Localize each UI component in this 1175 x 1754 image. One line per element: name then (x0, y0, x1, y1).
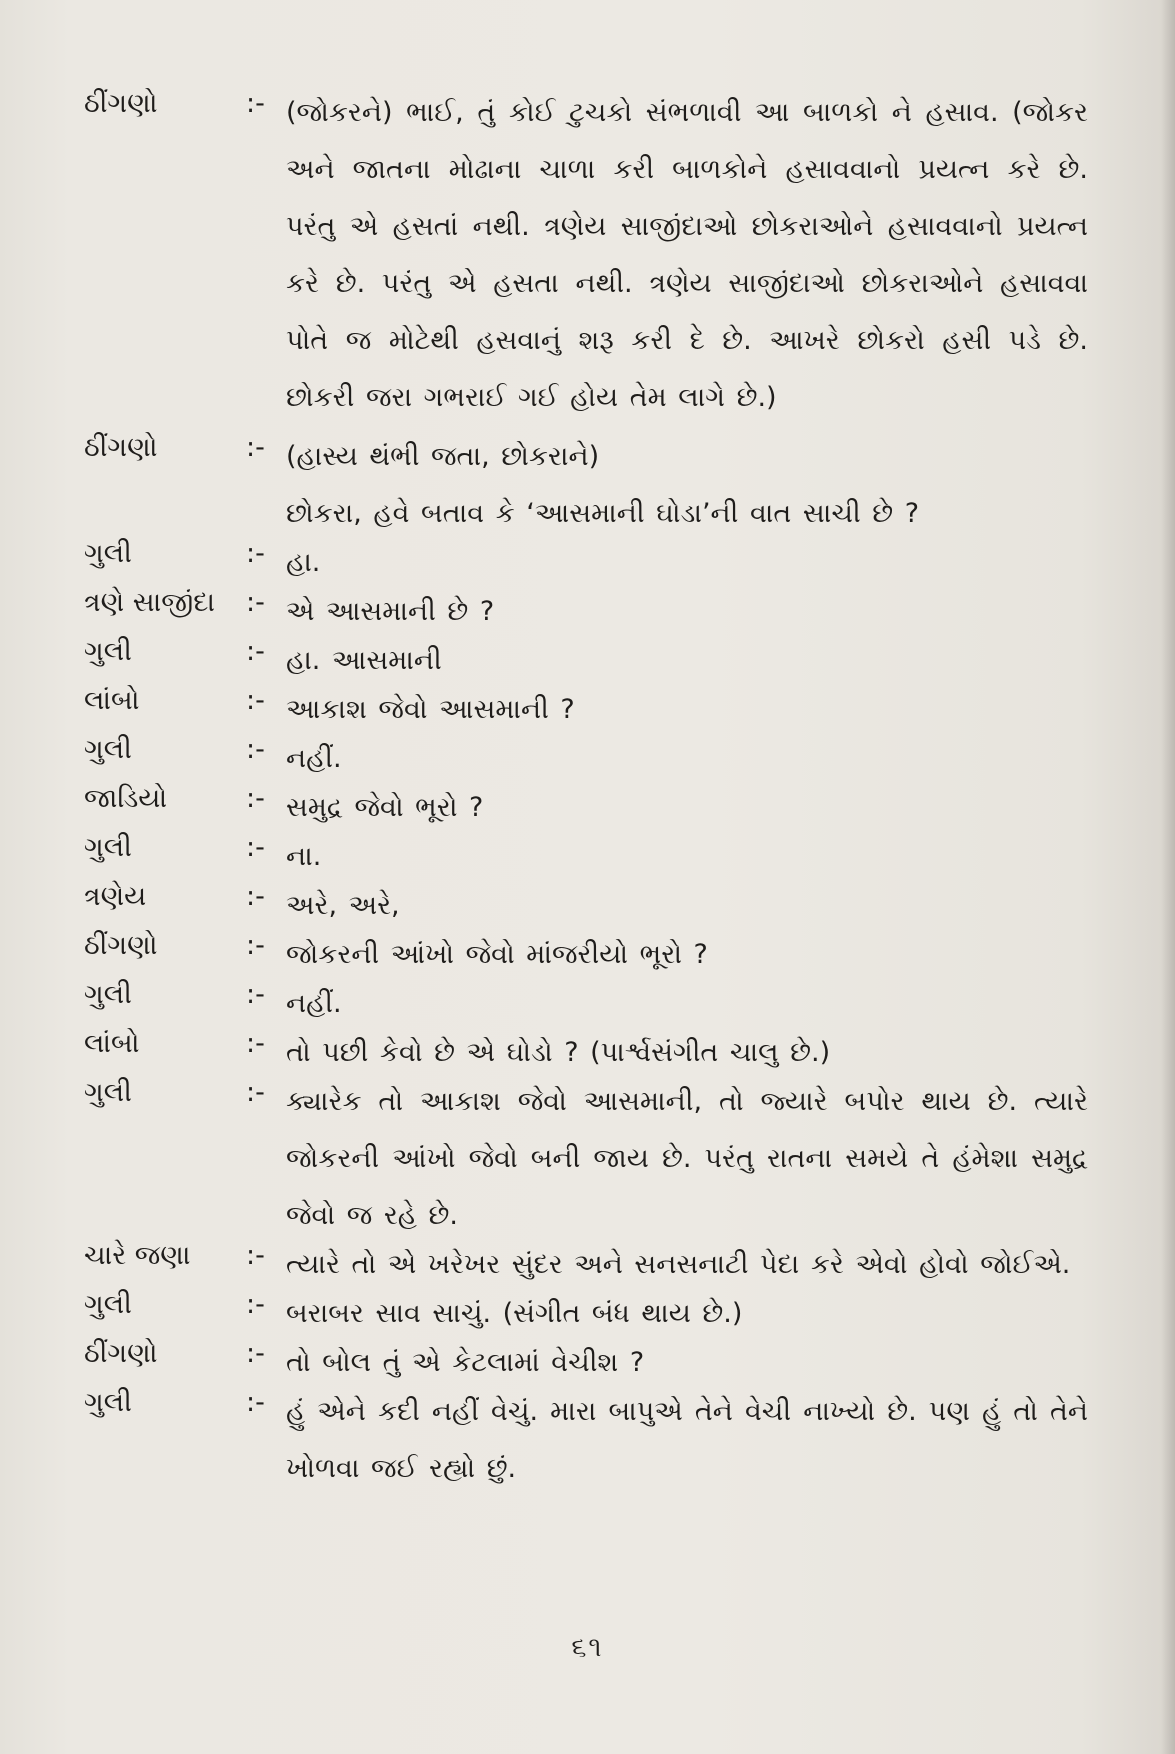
dialogue-line (0, 84, 1175, 426)
speech-text: હું એને કદી નહીં વેચું. મારા બાપુએ તેને વેચી નાખ્યો છે. પણ હું તો તેને ખોળવા જઈ રહ્યો છું. (286, 1396, 1088, 1484)
speech-text: હા. આસમાની (286, 645, 442, 676)
speaker-name: લાંબો (84, 685, 140, 716)
speaker-separator: :- (246, 783, 265, 814)
speech-text: ના. (286, 841, 322, 872)
speech-text: તો બોલ તું એ કેટલામાં વેચીશ ? (286, 1347, 645, 1378)
speaker-separator: :- (246, 979, 265, 1010)
speech-text: છોકરા, હવે બતાવ કે ‘આસમાની ઘોડા’ની વાત સાચી છે ? (286, 498, 920, 529)
speaker-separator: :- (246, 432, 265, 463)
speech-text: તો પછી કેવો છે એ ઘોડો ? (પાર્શ્વસંગીત ચાલુ છે.) (286, 1037, 831, 1068)
dialogue-block (0, 88, 1175, 1497)
speaker-name: ગુલી (84, 979, 132, 1010)
speaker-name: ત્રણેય (84, 881, 147, 912)
speech-text: નહીં. (286, 743, 342, 774)
speech-text: જોકરની આંખો જેવો માંજરીયો ભૂરો ? (286, 939, 708, 970)
speaker-name: ગુલી (84, 734, 132, 765)
speaker-separator: :- (246, 930, 265, 961)
speaker-name: ચારે જણા (84, 1240, 191, 1271)
speaker-separator: :- (246, 88, 265, 119)
speech-text: હા. (286, 547, 321, 578)
speaker-name: ગુલી (84, 1077, 132, 1108)
speaker-separator: :- (246, 832, 265, 863)
speech-text: આકાશ જેવો આસમાની ? (286, 694, 575, 725)
speaker-separator: :- (246, 1289, 265, 1320)
speaker-separator: :- (246, 1387, 265, 1418)
speech-text: સમુદ્ર જેવો ભૂરો ? (286, 792, 484, 823)
speaker-separator: :- (246, 1240, 265, 1271)
dialogue-line (0, 1383, 1175, 1497)
speaker-name: ગુલી (84, 538, 132, 569)
speaker-separator: :- (246, 1338, 265, 1369)
speech-text: નહીં. (286, 988, 342, 1019)
speech-text: એ આસમાની છે ? (286, 596, 495, 627)
speech-text: બરાબર સાવ સાચું. (સંગીત બંધ થાય છે.) (286, 1298, 743, 1329)
speech-text: (જોકરને) ભાઈ, તું કોઈ ટુચકો સંભળાવી આ બાળકો ને હસાવ. (જોકર અને જાતના મોઢાના ચાળા કરી બાળકોને હસાવવાનો પ્રયત્ન કરે છે. પરંતુ એ હસતાં નથી. ત્રણેય સાજીંદાઓ છોકરાઓને હસાવવાનો પ્રયત્ન કરે છે. પરંતુ એ હસતા નથી. ત્રણેય સાજીંદાઓ છોકરાઓને હસાવવા પોતે જ મોટેથી હસવાનું શરૂ કરી દે છે. આખરે છોકરો હસી પડે છે. છોકરી જરા ગભરાઈ ગઈ હોય તેમ લાગે છે.) (286, 97, 1088, 413)
speaker-name: ગુલી (84, 636, 132, 667)
speaker-separator: :- (246, 685, 265, 716)
speaker-separator: :- (246, 636, 265, 667)
speaker-name: ગુલી (84, 832, 132, 863)
page-number: ૬૧ (571, 1632, 604, 1663)
speaker-separator: :- (246, 1028, 265, 1059)
speech-text: (હાસ્ય થંભી જતા, છોકરાને) (286, 441, 600, 472)
speaker-name: ગુલી (84, 1289, 132, 1320)
speaker-name: ઠીંગણો (84, 88, 158, 119)
speaker-name: જાડિયો (84, 783, 168, 814)
speaker-name: ઠીંગણો (84, 930, 158, 961)
speaker-separator: :- (246, 538, 265, 569)
speaker-name: ત્રણે સાજીંદા (84, 587, 215, 618)
speech-text: ત્યારે તો એ ખરેખર સુંદર અને સનસનાટી પેદા કરે એવો હોવો જોઈએ. (286, 1249, 1071, 1280)
speaker-separator: :- (246, 881, 265, 912)
dialogue-line (0, 1073, 1175, 1244)
speech-text: અરે, અરે, (286, 890, 400, 921)
speaker-name: ઠીંગણો (84, 432, 158, 463)
speaker-separator: :- (246, 587, 265, 618)
speaker-separator: :- (246, 1077, 265, 1108)
speaker-separator: :- (246, 734, 265, 765)
speaker-name: ઠીંગણો (84, 1338, 158, 1369)
speaker-name: લાંબો (84, 1028, 140, 1059)
speaker-name: ગુલી (84, 1387, 132, 1418)
speech-text: ક્યારેક તો આકાશ જેવો આસમાની, તો જ્યારે બપોર થાય છે. ત્યારે જોકરની આંખો જેવો બની જાય છે. પરંતુ રાતના સમયે તે હંમેશા સમુદ્ર જેવો જ રહે છે. (286, 1086, 1088, 1231)
dialogue-line (0, 428, 1175, 485)
